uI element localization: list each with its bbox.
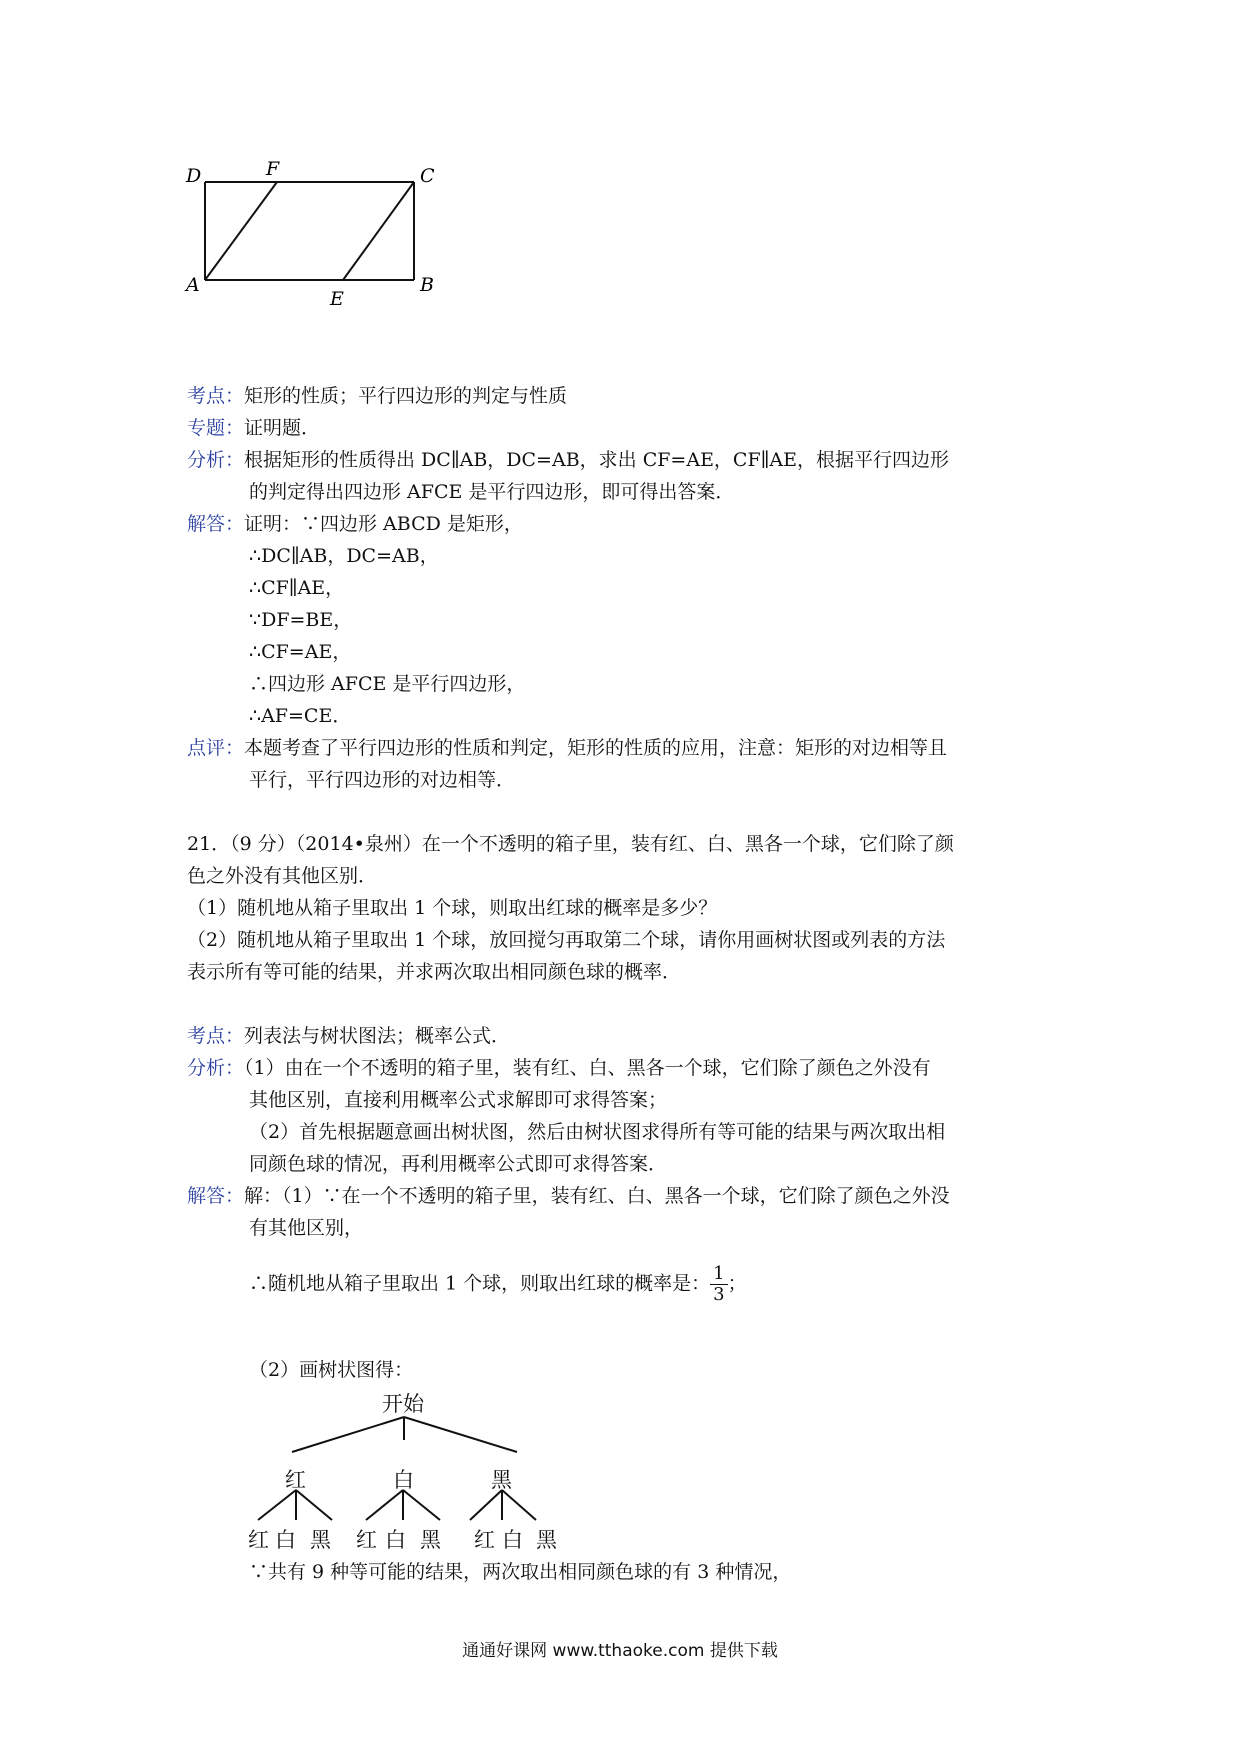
tree-intro: （2）画树状图得： [249, 1359, 414, 1381]
tree-edge-white-black [403, 1490, 440, 1520]
jieda-label: 解答： [187, 513, 245, 535]
q21-jieda [187, 1182, 950, 1210]
jieda-line-4: ∵DF=BE， [249, 609, 353, 631]
fraction-after: ； [727, 1272, 747, 1295]
q20-kaodian [187, 382, 567, 410]
fraction-numerator: 1 [710, 1264, 727, 1285]
q21-jieda-line-1: 解：（1）∵在一个不透明的箱子里，装有红、白、黑各一个球，它们除了颜色之外没 [244, 1185, 950, 1207]
q21-fenxi-line-1: （1）由在一个不透明的箱子里，装有红、白、黑各一个球，它们除了颜色之外没有 [244, 1057, 931, 1079]
zhuanti-text: 证明题． [244, 417, 321, 439]
jieda-line-6: ∴四边形 AFCE 是平行四边形， [249, 673, 526, 695]
jieda-line-5: ∴CF=AE， [249, 641, 352, 663]
tree-leaf-white-black: 黑 [420, 1528, 441, 1552]
dianping-label: 点评： [187, 737, 245, 759]
q21-jieda-label: 解答： [187, 1185, 245, 1207]
q21-fenxi-line-2: 其他区别，直接利用概率公式求解即可求得答案； [249, 1089, 668, 1111]
q21-part-2-line-1: （2）随机地从箱子里取出 1 个球，放回搅匀再取第二个球，请你用画树状图或列表的方法 [187, 929, 946, 951]
q21-stem-line-1: 21．（9 分）（2014•泉州）在一个不透明的箱子里，装有红、白、黑各一个球，它们除了颜 [187, 833, 954, 855]
q21-kaodian-text: 列表法与树状图法；概率公式． [244, 1025, 511, 1047]
jieda-line-3: ∴CF∥AE， [249, 577, 345, 599]
q20-fenxi [187, 446, 949, 474]
tree-leaf-black-black: 黑 [536, 1528, 557, 1552]
q20-zhuanti [187, 414, 320, 442]
label-e: E [330, 288, 344, 310]
q21-stem-line-2: 色之外没有其他区别． [187, 865, 378, 887]
q20-jieda [187, 510, 523, 538]
tree-level1-black: 黑 [491, 1468, 512, 1492]
zhuanti-label: 专题： [187, 417, 245, 439]
tree-leaf-red-black: 黑 [310, 1528, 331, 1552]
jieda-line-1: 证明：∵四边形 ABCD 是矩形， [244, 513, 523, 535]
q21-part-1: （1）随机地从箱子里取出 1 个球，则取出红球的概率是多少？ [187, 897, 718, 919]
geometry-figure [180, 155, 440, 335]
q21-jieda-line-3-text: ∴随机地从箱子里取出 1 个球，则取出红球的概率是： [249, 1272, 711, 1295]
fenxi-label: 分析： [187, 449, 245, 471]
dianping-line-2: 平行，平行四边形的对边相等． [249, 769, 516, 791]
q21-jieda-line-3 [249, 1264, 747, 1305]
tree-leaf-black-white: 白 [502, 1528, 523, 1552]
jieda-line-7: ∴AF=CE． [249, 705, 352, 727]
q21-kaodian [187, 1022, 510, 1050]
tree-level1-white: 白 [393, 1468, 414, 1492]
q21-fenxi-label: 分析： [187, 1057, 245, 1079]
q20-dianping [187, 734, 947, 762]
segment-ce [343, 182, 414, 280]
tree-leaf-red-white: 白 [275, 1528, 296, 1552]
tree-edge-red-red [258, 1490, 296, 1520]
page-footer: 通通好课网 www.tthaoke.com 提供下载 [462, 1641, 778, 1661]
fenxi-line-1: 根据矩形的性质得出 DC∥AB，DC=AB，求出 CF=AE，CF∥AE，根据平行四边形 [244, 449, 950, 471]
tree-edge-white-red [366, 1490, 403, 1520]
tree-leaf-red-red: 红 [248, 1528, 269, 1552]
tree-root-label: 开始 [382, 1392, 424, 1416]
label-a: A [186, 274, 200, 296]
kaodian-text: 矩形的性质；平行四边形的判定与性质 [244, 385, 568, 407]
q21-conclusion: ∵共有 9 种等可能的结果，两次取出相同颜色球的有 3 种情况， [249, 1561, 792, 1583]
q21-jieda-line-2: 有其他区别， [249, 1217, 364, 1239]
q21-part-2-line-2: 表示所有等可能的结果，并求两次取出相同颜色球的概率． [187, 961, 682, 983]
kaodian-label: 考点： [187, 385, 245, 407]
tree-edge-red-black [296, 1490, 332, 1520]
label-b: B [420, 274, 434, 296]
tree-leaf-white-white: 白 [385, 1528, 406, 1552]
fraction-denominator: 3 [713, 1284, 725, 1305]
label-f: F [266, 158, 280, 180]
tree-edge-root-red [292, 1417, 404, 1452]
tree-level1-red: 红 [285, 1468, 306, 1492]
jieda-line-2: ∴DC∥AB，DC=AB， [249, 545, 439, 567]
label-c: C [420, 165, 435, 187]
fraction-one-third [710, 1264, 727, 1305]
q21-fenxi-line-4: 同颜色球的情况，再利用概率公式即可求得答案． [249, 1153, 668, 1175]
tree-leaf-white-red: 红 [356, 1528, 377, 1552]
tree-edge-black-red [470, 1490, 502, 1520]
tree-leaf-black-red: 红 [474, 1528, 495, 1552]
q21-kaodian-label: 考点： [187, 1025, 245, 1047]
q21-fenxi [187, 1054, 931, 1082]
label-d: D [186, 165, 202, 187]
tree-edge-root-black [404, 1417, 517, 1452]
segment-af [205, 182, 277, 280]
dianping-line-1: 本题考查了平行四边形的性质和判定，矩形的性质的应用，注意：矩形的对边相等且 [244, 737, 948, 759]
fenxi-line-2: 的判定得出四边形 AFCE 是平行四边形，即可得出答案． [249, 481, 735, 503]
q21-fenxi-line-3: （2）首先根据题意画出树状图，然后由树状图求得所有等可能的结果与两次取出相 [249, 1121, 946, 1143]
tree-edge-black-black [502, 1490, 536, 1520]
